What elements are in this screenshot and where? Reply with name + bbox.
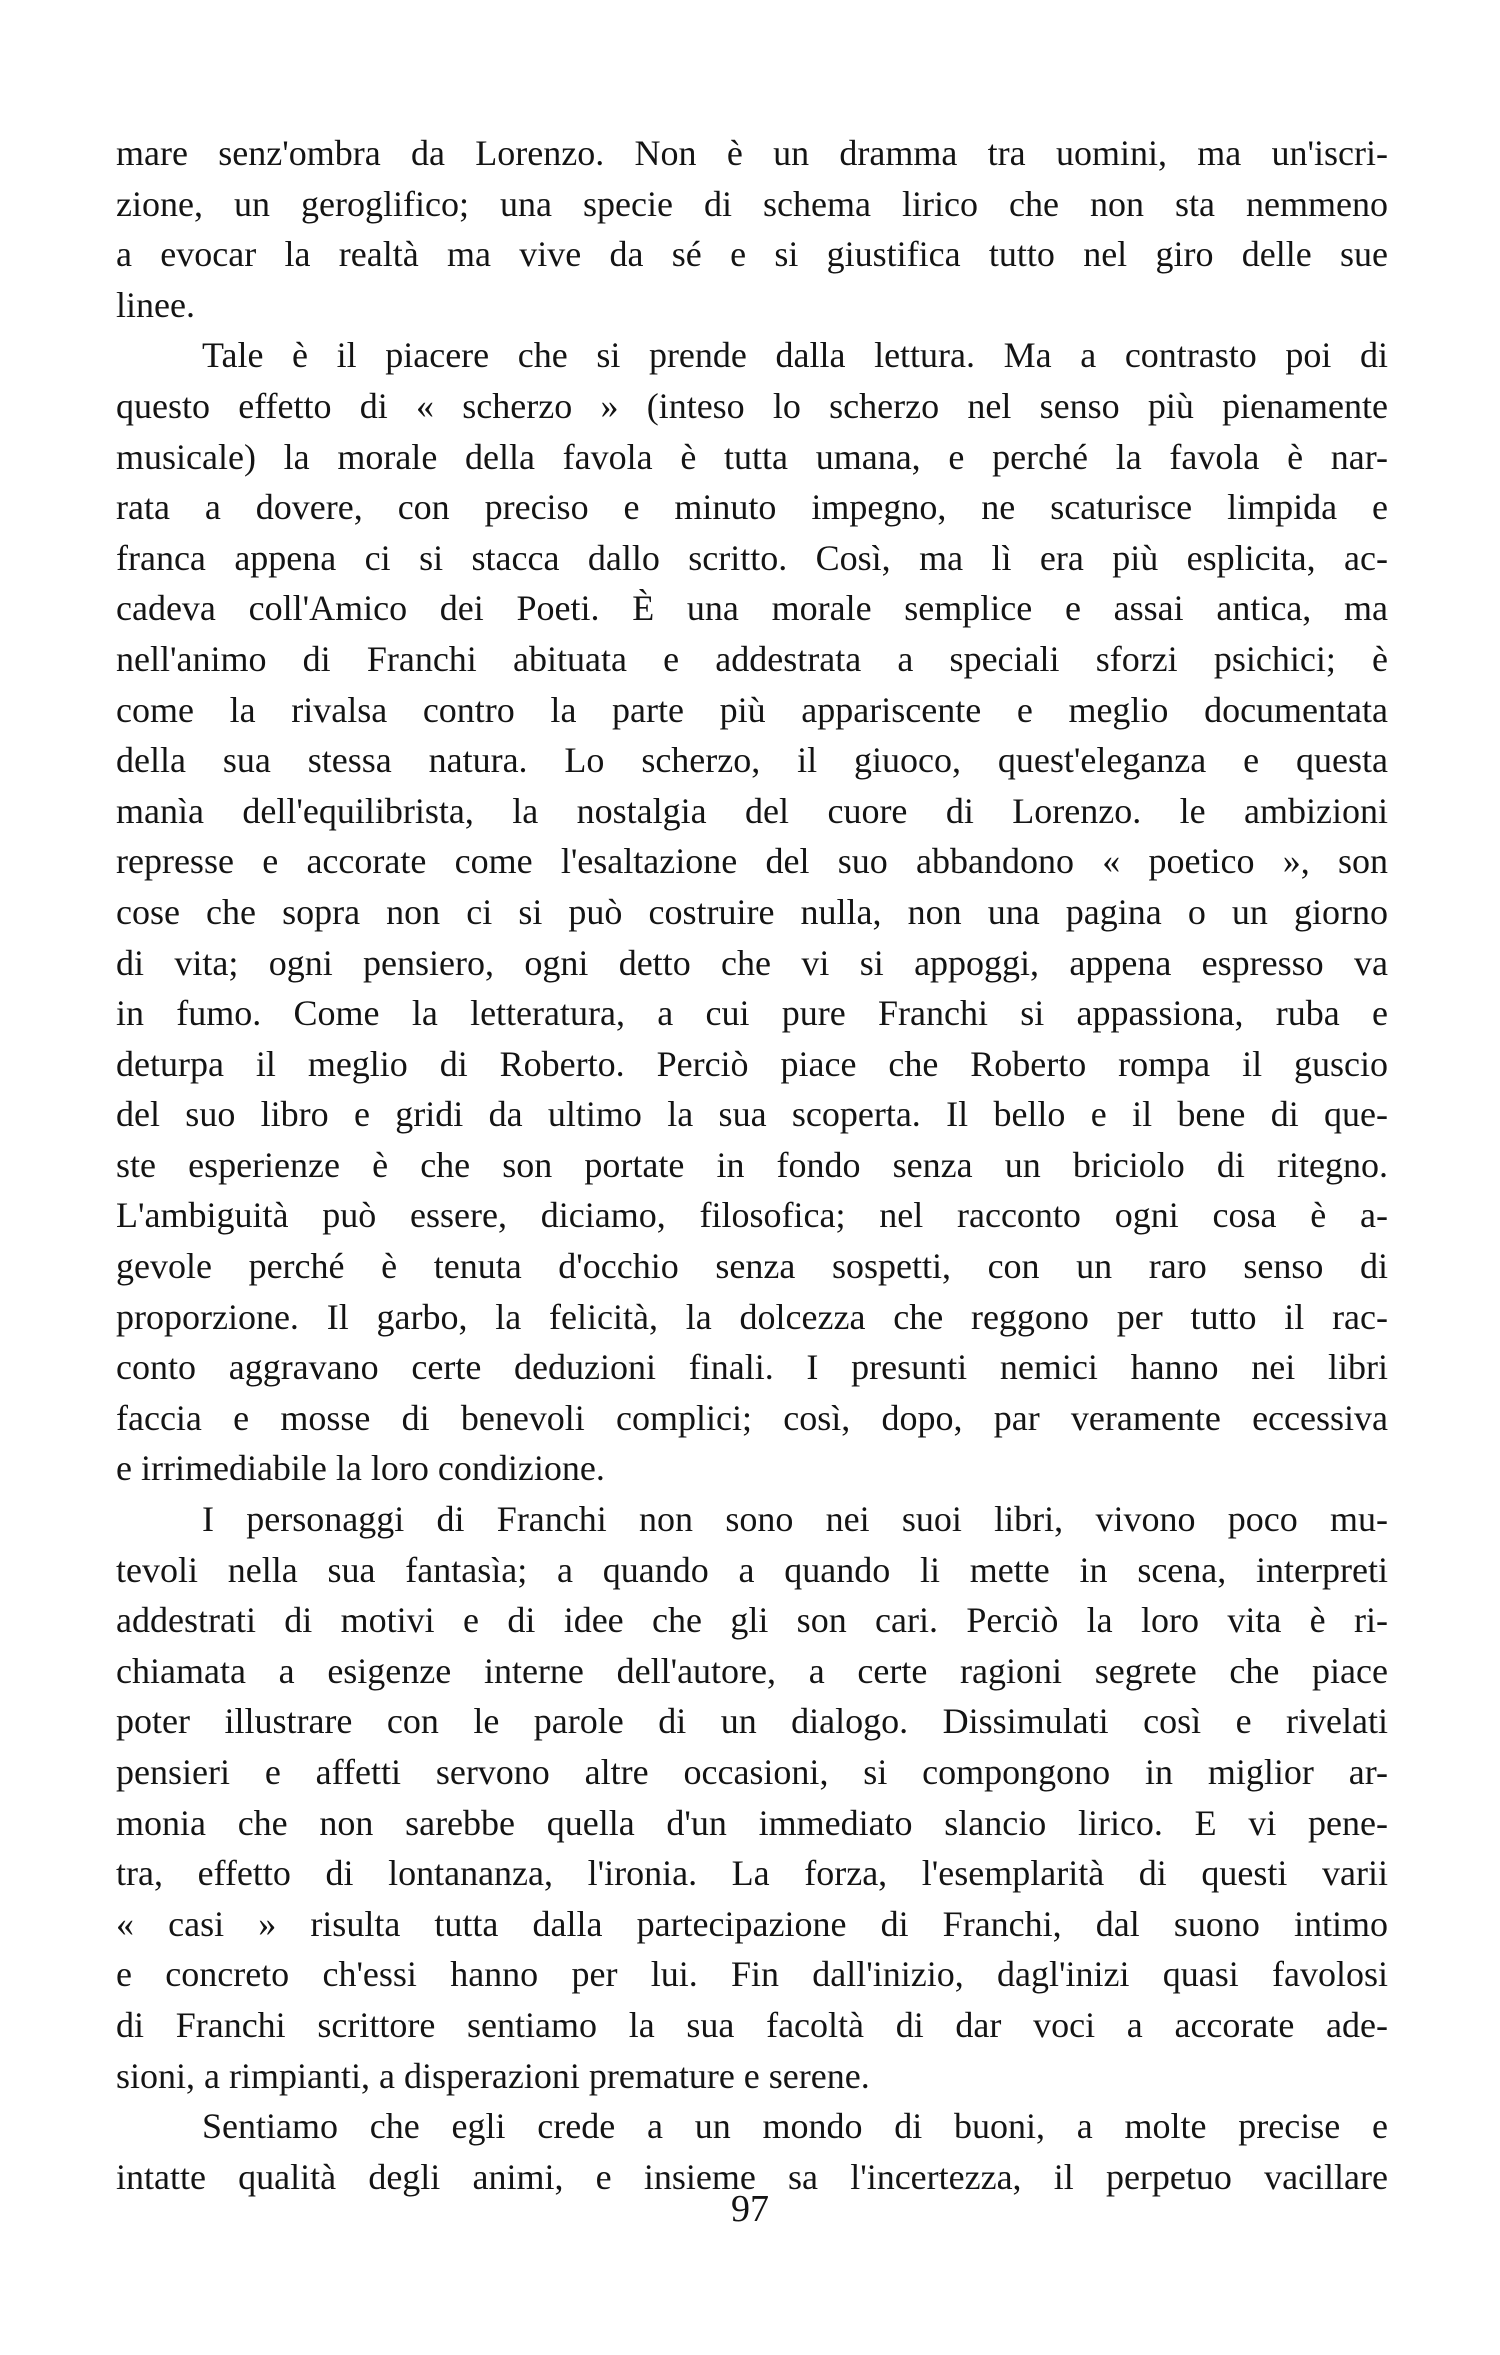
text-line: I personaggi di Franchi non sono nei suoi libri, vivono poco mu- (202, 1499, 1388, 1540)
text-line: cadeva coll'Amico dei Poeti. È una morale semplice e assai antica, ma (116, 588, 1388, 629)
text-line: tra, effetto di lontananza, l'ironia. La forza, l'esemplarità di questi varii (116, 1853, 1388, 1894)
text-line: addestrati di motivi e di idee che gli son cari. Perciò la loro vita è ri- (116, 1600, 1388, 1641)
text-line: cose che sopra non ci si può costruire nulla, non una pagina o un giorno (116, 891, 1388, 932)
text-line: gevole perché è tenuta d'occhio senza sospetti, con un raro senso di (116, 1246, 1388, 1287)
text-line: come la rivalsa contro la parte più appariscente e meglio documentata (116, 689, 1388, 730)
text-line: ste esperienze è che son portate in fondo senza un briciolo di ritegno. (116, 1144, 1388, 1185)
text-line: L'ambiguità può essere, diciamo, filosofica; nel racconto ogni cosa è a- (116, 1195, 1388, 1236)
text-line: « casi » risulta tutta dalla partecipazione di Franchi, dal suono intimo (116, 1903, 1388, 1944)
text-line: di Franchi scrittore sentiamo la sua facoltà di dar voci a accorate ade- (116, 2004, 1388, 2045)
text-line: rata a dovere, con preciso e minuto impegno, ne scaturisce limpida e (116, 487, 1388, 528)
body-text (116, 128, 1388, 2202)
text-line: a evocar la realtà ma vive da sé e si giustifica tutto nel giro delle sue (116, 234, 1388, 275)
text-line: represse e accorate come l'esaltazione del suo abbandono « poetico », son (116, 841, 1388, 882)
text-line: monia che non sarebbe quella d'un immediato slancio lirico. E vi pene- (116, 1802, 1388, 1843)
text-line: faccia e mosse di benevoli complici; così, dopo, par veramente eccessiva (116, 1397, 1388, 1438)
text-line: del suo libro e gridi da ultimo la sua scoperta. Il bello e il bene di que- (116, 1094, 1388, 1135)
text-line: manìa dell'equilibrista, la nostalgia del cuore di Lorenzo. le ambizioni (116, 790, 1388, 831)
text-line: sioni, a rimpianti, a disperazioni premature e serene. (116, 2055, 870, 2096)
text-line: mare senz'ombra da Lorenzo. Non è un dramma tra uomini, ma un'iscri- (116, 133, 1388, 173)
text-line: deturpa il meglio di Roberto. Perciò piace che Roberto rompa il guscio (116, 1043, 1388, 1084)
text-line: della sua stessa natura. Lo scherzo, il giuoco, quest'eleganza e questa (116, 740, 1388, 781)
text-line: nell'animo di Franchi abituata e addestrata a speciali sforzi psichici; è (116, 638, 1388, 679)
text-line: zione, un geroglifico; una specie di schema lirico che non sta nemmeno (116, 183, 1388, 224)
text-line: poter illustrare con le parole di un dialogo. Dissimulati così e rivelati (116, 1701, 1388, 1742)
text-line: in fumo. Come la letteratura, a cui pure Franchi si appassiona, ruba e (116, 993, 1388, 1034)
text-line: e concreto ch'essi hanno per lui. Fin dall'inizio, dagl'inizi quasi favolosi (116, 1954, 1388, 1995)
page-number: 97 (731, 2188, 769, 2230)
text-line: chiamata a esigenze interne dell'autore, a certe ragioni segrete che piace (116, 1650, 1388, 1691)
text-line: tevoli nella sua fantasìa; a quando a quando li mette in scena, interpreti (116, 1549, 1388, 1590)
text-line: questo effetto di « scherzo » (inteso lo scherzo nel senso più pienamente (116, 385, 1388, 426)
text-line: pensieri e affetti servono altre occasioni, si compongono in miglior ar- (116, 1752, 1388, 1792)
text-line: Tale è il piacere che si prende dalla lettura. Ma a contrasto poi di (202, 335, 1388, 376)
text-line: musicale) la morale della favola è tutta umana, e perché la favola è nar- (116, 436, 1388, 477)
text-line: e irrimediabile la loro condizione. (116, 1448, 605, 1489)
text-line: franca appena ci si stacca dallo scritto. Così, ma lì era più esplicita, ac- (116, 537, 1388, 578)
text-line: conto aggravano certe deduzioni finali. I presunti nemici hanno nei libri (116, 1347, 1388, 1388)
text-line: proporzione. Il garbo, la felicità, la dolcezza che reggono per tutto il rac- (116, 1296, 1388, 1337)
text-line: di vita; ogni pensiero, ogni detto che vi si appoggi, appena espresso va (116, 942, 1388, 983)
text-line: Sentiamo che egli crede a un mondo di buoni, a molte precise e (202, 2106, 1388, 2147)
text-line: linee. (116, 284, 195, 325)
text-line: intatte qualità degli animi, e insieme sa l'incertezza, il perpetuo vacillare (116, 2156, 1388, 2197)
